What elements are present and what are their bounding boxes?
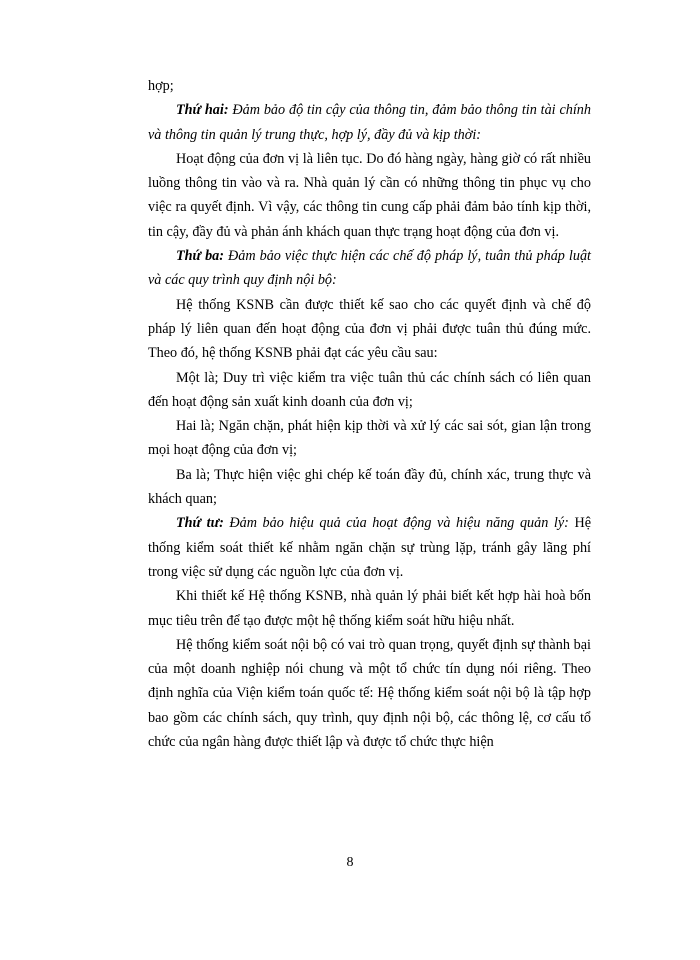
paragraph-text: Hệ thống kiểm soát nội bộ có vai trò quan trọng, quyết định sự thành bại của một doanh nghiệp nói chung và một tổ chức tín dụng nói riêng. Theo định nghĩa của Viện kiểm toán quốc tế: Hệ thống kiểm soát nội bộ là tập hợp bao gồm các chính sách, quy trình, quy định nội bộ, các thông lệ, cơ cấu tổ chức của ngân hàng được thiết lập và được tổ chức thực hiện xyxy=(148,636,591,751)
objective-label: Thứ ba: xyxy=(176,248,224,265)
paragraph-text: hợp; xyxy=(148,78,174,94)
paragraph-requirement-two xyxy=(148,414,591,463)
paragraph-text: Khi thiết kế Hệ thống KSNB, nhà quản lý phải biết kết hợp hài hoà bốn mục tiêu trên để tạo được một hệ thống kiểm soát hữu hiệu nhất. xyxy=(148,588,591,629)
paragraph-text: Ba là; Thực hiện việc ghi chép kế toán đầy đủ, chính xác, trung thực và khách quan; xyxy=(148,466,591,508)
paragraph-ksnb-design xyxy=(148,293,591,366)
paragraph-requirement-one xyxy=(148,366,591,415)
objective-heading: Đảm bảo hiệu quả của hoạt động và hiệu năng quản lý: xyxy=(223,515,569,532)
paragraph-requirement-three xyxy=(148,463,591,512)
paragraph-text: Hệ thống KSNB cần được thiết kế sao cho các quyết định và chế độ pháp lý liên quan đến hoạt động của đơn vị phải được tuân thủ đúng mức. Theo đó, hệ thống KSNB phải đạt các yêu cầu sau: xyxy=(148,296,591,362)
paragraph-continuation xyxy=(148,74,591,98)
paragraph-text: Một là; Duy trì việc kiểm tra việc tuân thủ các chính sách có liên quan đến hoạt động sản xuất kinh doanh của đơn vị; xyxy=(148,369,591,410)
objective-heading: Đảm bảo độ tin cậy của thông tin, đảm bảo thông tin tài chính và thông tin quản lý trung thực, hợp lý, đầy đủ và kịp thời: xyxy=(148,102,591,143)
paragraph-objective-three xyxy=(148,244,591,293)
paragraph-objective-four xyxy=(148,511,591,584)
objective-label: Thứ tư: xyxy=(176,515,224,532)
objective-label: Thứ hai: xyxy=(176,102,229,119)
paragraph-activity xyxy=(148,147,591,244)
page-number: 8 xyxy=(346,855,354,870)
paragraph-text: Hoạt động của đơn vị là liên tục. Do đó hàng ngày, hàng giờ có rất nhiều luồng thông tin vào và ra. Nhà quản lý cần có những thông tin phục vụ cho việc ra quyết định. Vì vậy, các thông tin cung cấp phải đảm bảo tính kịp thời, tin cậy, đầy đủ và phản ánh khách quan thực trạng hoạt động của đơn vị. xyxy=(148,150,591,240)
paragraph-text: Hai là; Ngăn chặn, phát hiện kịp thời và xử lý các sai sót, gian lận trong mọi hoạt động của đơn vị; xyxy=(148,418,591,459)
paragraph-objective-two xyxy=(148,98,591,147)
paragraph-combine-objectives xyxy=(148,584,591,633)
paragraph-text: Hệ thống kiểm soát thiết kế nhằm ngăn chặn sự trùng lặp, tránh gây lãng phí trong việc sử dụng các nguồn lực của đơn vị. xyxy=(148,515,591,580)
paragraph-definition xyxy=(148,633,591,754)
objective-heading: Đảm bảo việc thực hiện các chế độ pháp lý, tuân thủ pháp luật và các quy trình quy định nội bộ: xyxy=(148,248,591,289)
body-text xyxy=(148,74,591,754)
